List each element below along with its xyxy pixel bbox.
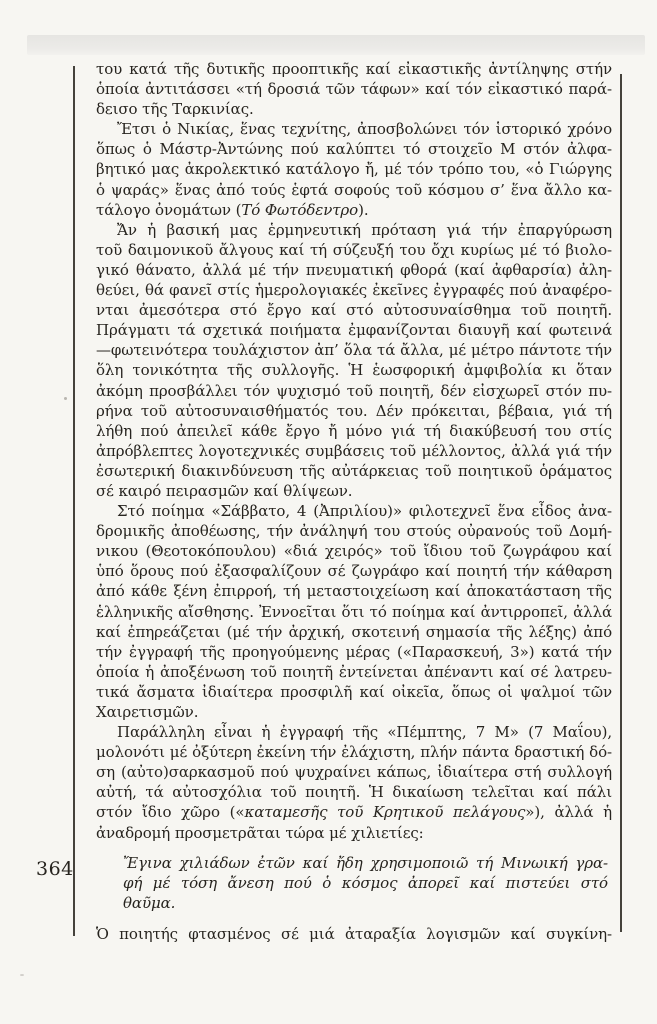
paragraph-5 xyxy=(96,722,612,843)
text-line xyxy=(96,541,612,561)
scan-speck xyxy=(64,397,67,400)
text-line xyxy=(96,823,612,843)
text-run: θαῦμα. xyxy=(123,893,176,912)
text-run: ἀπό κάθε ξένη ἐπιρροή, τή μεταστοιχείωση καί ἀποκατάσταση τῆς xyxy=(96,582,612,601)
text-line xyxy=(96,581,612,601)
paragraph-6 xyxy=(96,924,612,944)
text-run: τοῦ δαιμονικοῦ ἄλγους καί τή σύζευξή του ὄχι κυρίως μέ τό βιολο- xyxy=(96,240,612,259)
text-run: νικου (Θεοτοκόπουλου) «διά χειρός» τοῦ ἴδιου τοῦ ζωγράφου καί xyxy=(96,542,612,561)
text-line xyxy=(96,180,612,200)
text-line xyxy=(96,159,612,179)
text-line xyxy=(96,924,612,944)
text-line xyxy=(96,802,612,822)
text-run: ). xyxy=(358,200,369,219)
text-line xyxy=(96,300,612,320)
text-run: καταμεσῆς τοῦ Κρητικοῦ πελάγους xyxy=(244,803,526,822)
text-line xyxy=(96,139,612,159)
text-line xyxy=(96,501,612,521)
right-margin-rule xyxy=(620,74,622,932)
text-line xyxy=(96,59,612,79)
paragraph-1 xyxy=(96,59,612,119)
scan-artifact-band xyxy=(27,35,645,55)
text-run: ἐσωτερική διακινδύνευση τῆς αὐτάρκειας τοῦ ποιητικοῦ ὁράματος xyxy=(96,461,612,480)
text-run: δεισο τῆς Ταρκινίας. xyxy=(96,100,254,119)
text-line xyxy=(96,481,612,501)
paragraph-4 xyxy=(96,501,612,722)
text-line xyxy=(96,662,612,682)
text-run: τικά ἄσματα ἰδιαίτερα προσφιλῆ καί οἰκεῖα, ὅπως οἱ ψαλμοί τῶν xyxy=(96,682,612,701)
text-line xyxy=(96,260,612,280)
text-run: Παράλληλη εἶναι ἡ ἐγγραφή τῆς «Πέμπτης, 7 Μ» (7 Μαΐου), xyxy=(117,723,612,742)
text-run: ὁποία ἡ ἀποξένωση τοῦ ποιητῆ ἐντείνεται ἀπέναντι καί σέ λατρευ- xyxy=(96,662,612,681)
paragraph-2 xyxy=(96,119,612,219)
text-run: ὅλη τονικότητα τῆς συλλογῆς. Ἡ ἑωσφορική ἀμφιβολία κι ὅταν xyxy=(96,361,612,380)
text-run: Στό ποίημα «Σάββατο, 4 (Ἀπριλίου)» φιλοτεχνεῖ ἕνα εἶδος ἀνα- xyxy=(117,502,612,521)
text-run: ὅπως ὁ Μάστρ-Ἀντώνης πού καλύπτει τό στοιχεῖο Μ στόν ἀλφα- xyxy=(96,140,612,159)
text-run: Ἔτσι ὁ Νικίας, ἕνας τεχνίτης, ἀποσβολώνει τόν ἱστορικό χρόνο xyxy=(117,120,612,139)
text-line xyxy=(96,320,612,340)
text-run: —φωτεινότερα τουλάχιστον ἀπ’ ὅλα τά ἄλλα, μέ μέτρο πάντοτε τήν xyxy=(96,341,612,360)
text-run: »), ἀλλά ἡ xyxy=(525,803,612,822)
text-line xyxy=(96,762,612,782)
text-line xyxy=(96,702,612,722)
text-run: ἀπρόβλεπτες λογοτεχνικές συμβάσεις τοῦ μέλλοντος, ἀλλά γιά τήν xyxy=(96,441,612,460)
text-line xyxy=(96,561,612,581)
text-run: ὁ ψαράς» ἕνας ἀπό τούς ἑφτά σοφούς τοῦ κόσμου σ’ ἕνα ἄλλο κα- xyxy=(96,180,612,199)
text-line xyxy=(96,722,612,742)
text-line xyxy=(96,602,612,622)
text-run: αὐτή, τά αὐτοσχόλια τοῦ ποιητῆ. Ἡ δικαίωση τελεῖται καί πάλι xyxy=(96,783,612,802)
text-line xyxy=(96,441,612,461)
text-run: ὑπό ὅρους πού ἐξασφαλίζουν σέ ζωγράφο καί ποιητή τήν κάθαρση xyxy=(96,562,612,581)
text-run: Ὁ ποιητής φτασμένος σέ μιά ἀταραξία λογισμῶν καί συγκίνη- xyxy=(96,924,612,943)
text-line xyxy=(96,521,612,541)
text-line xyxy=(96,421,612,441)
text-run: θεύει, θά φανεῖ στίς ἡμερολογιακές ἐκεῖνες ἐγγραφές πού ἀναφέρο- xyxy=(96,281,612,300)
paragraph-3 xyxy=(96,220,612,501)
text-run: Τό Φωτόδεντρο xyxy=(241,200,359,219)
text-run: τάλογο ὀνομάτων ( xyxy=(96,200,242,219)
text-line xyxy=(96,782,612,802)
left-margin-rule xyxy=(73,66,75,936)
text-run: Χαιρετισμῶν. xyxy=(96,703,199,721)
text-run: βητικό μας ἀκρολεκτικό κατάλογο ἤ, μέ τόν τρόπο του, «ὁ Γιώργης xyxy=(96,160,612,179)
text-line xyxy=(96,99,612,119)
text-line xyxy=(96,642,612,662)
text-run: ρήνα τοῦ αὐτοσυναισθήματός του. Δέν πρόκειται, βέβαια, γιά τή xyxy=(96,401,612,420)
text-line xyxy=(96,461,612,481)
text-line xyxy=(123,853,608,873)
text-run: ση (αὐτο)σαρκασμοῦ πού ψυχραίνει κάπως, ἰδιαίτερα στή συλλογή xyxy=(96,763,612,782)
text-line xyxy=(96,220,612,240)
text-line xyxy=(96,240,612,260)
text-run: μολονότι μέ ὀξύτερη ἐκείνη τήν ἐλάχιστη, πλήν πάντα δραστική δό- xyxy=(96,743,612,762)
scan-speck xyxy=(20,974,24,976)
text-line xyxy=(96,742,612,762)
text-run: Ἔγινα χιλιάδων ἐτῶν καί ἤδη χρησιμοποιῶ τή Μινωική γρα- xyxy=(123,853,608,872)
text-run: στόν ἴδιο χῶρο (« xyxy=(96,803,245,822)
text-line xyxy=(123,873,608,893)
page-number: 364 xyxy=(36,858,74,880)
block-quote xyxy=(123,853,608,913)
text-run: γικό θάνατο, ἀλλά μέ τήν πνευματική φθορά (καί ἀφθαρσία) ἀλη- xyxy=(96,260,612,279)
text-run: ἀναδρομή προσμετρᾶται τώρα μέ χιλιετίες: xyxy=(96,823,424,842)
text-line xyxy=(96,360,612,380)
text-line xyxy=(96,622,612,642)
text-line xyxy=(96,280,612,300)
text-run: φή μέ τόση ἄνεση πού ὁ κόσμος ἀπορεῖ καί πιστεύει στό xyxy=(123,873,608,892)
text-line xyxy=(123,893,608,913)
text-line xyxy=(96,340,612,360)
text-run: του κατά τῆς δυτικῆς προοπτικῆς καί εἰκαστικῆς ἀντίληψης στήν xyxy=(96,60,612,78)
text-line xyxy=(96,682,612,702)
text-run: καί ἐπηρεάζεται (μέ τήν ἀρχική, σκοτεινή σημασία τῆς λέξης) ἀπό xyxy=(96,622,612,641)
text-line xyxy=(96,401,612,421)
text-run: Ἄν ἡ βασική μας ἑρμηνευτική πρόταση γιά τήν ἐπαργύρωση xyxy=(117,220,612,239)
text-run: ἀκόμη προσβάλλει τόν ψυχισμό τοῦ ποιητῆ, δέν εἰσχωρεῖ στόν πυ- xyxy=(96,381,612,400)
text-run: τήν ἐγγραφή τῆς προηγούμενης μέρας («Παρασκευή, 3») κατά τήν xyxy=(96,642,612,661)
text-run: Πράγματι τά σχετικά ποιήματα ἐμφανίζονται διαυγῆ καί φωτεινά xyxy=(96,321,612,340)
text-line xyxy=(96,200,612,220)
text-run: δρομικῆς ἀποθέωσης, τήν ἀνάληψή του στούς οὐρανούς τοῦ Δομή- xyxy=(96,522,612,541)
text-run: σέ καιρό πειρασμῶν καί θλίψεων. xyxy=(96,481,353,500)
text-run: νται ἀμεσότερα στό ἔργο καί στό αὐτοσυναίσθημα τοῦ ποιητῆ. xyxy=(96,301,612,320)
text-run: ἑλληνικῆς αἴσθησης. Ἐννοεῖται ὅτι τό ποίημα καί ἀντιρροπεῖ, ἀλλά xyxy=(96,602,612,621)
text-line xyxy=(96,381,612,401)
text-line xyxy=(96,79,612,99)
text-run: ὁποία ἀντιτάσσει «τή δροσιά τῶν τάφων» καί τόν εἰκαστικό παρά- xyxy=(96,80,612,99)
text-block xyxy=(96,59,612,944)
text-line xyxy=(96,119,612,139)
text-run: λήθη πού ἀπειλεῖ κάθε ἔργο ἤ μόνο γιά τή διακύβευσή του στίς xyxy=(96,421,612,440)
